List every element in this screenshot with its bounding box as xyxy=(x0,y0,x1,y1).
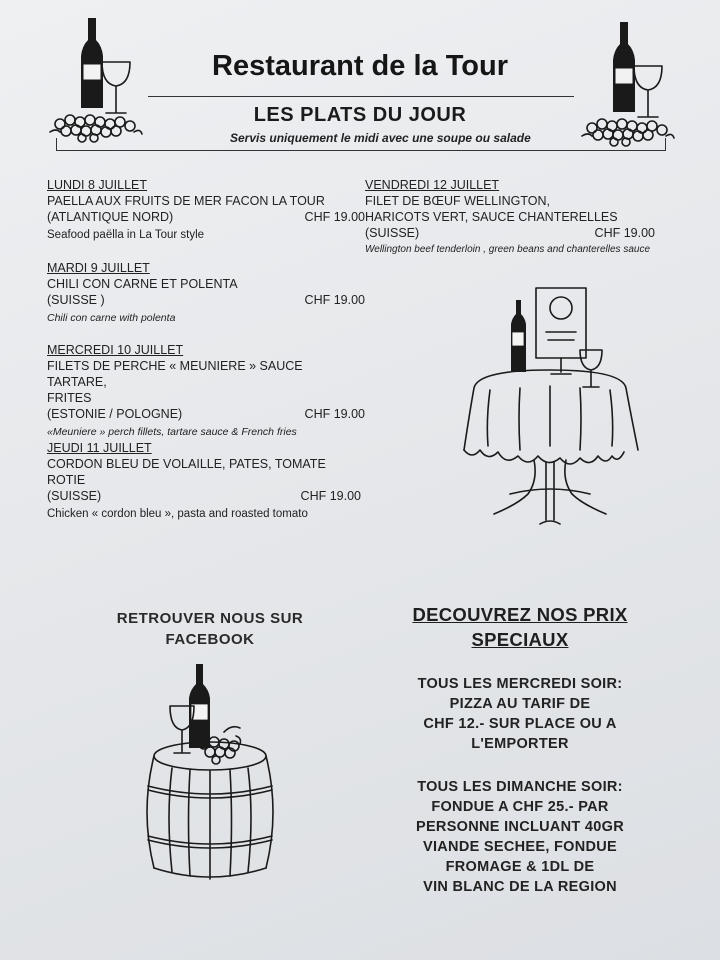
dish-name: PAELLA AUX FRUITS DE MER FACON LA TOUR xyxy=(47,194,325,208)
dish-price: CHF 19.00 xyxy=(594,226,655,240)
offer-line: PERSONNE INCLUANT 40GR xyxy=(415,819,624,835)
origin-price-row xyxy=(47,292,365,308)
day-entry-wednesday xyxy=(47,342,365,440)
dish-translation: Wellington beef tenderloin , green beans and chanterelles sauce xyxy=(365,244,651,255)
dish-translation: Chili con carne with polenta xyxy=(47,312,176,324)
facebook-line: RETROUVER NOUS SUR xyxy=(116,610,304,627)
day-entry-tuesday xyxy=(47,260,365,326)
specials-heading xyxy=(370,602,670,652)
offer-line: CHF 12.- SUR PLACE OU A xyxy=(423,716,617,732)
dish-origin: (SUISSE) xyxy=(365,226,420,240)
dish-name-continued: FRITES xyxy=(47,391,92,405)
bistro-table-icon xyxy=(450,280,650,542)
specials-heading-line: SPECIAUX xyxy=(471,629,569,650)
dish-origin: (ESTONIE / POLOGNE) xyxy=(47,407,183,421)
day-date: MERCREDI 10 JUILLET xyxy=(47,343,184,357)
offer-line: FROMAGE & 1DL DE xyxy=(445,859,595,875)
special-offer-wednesday xyxy=(370,674,670,754)
menu-subtitle: LES PLATS DU JOUR xyxy=(253,104,467,126)
dish-translation: Chicken « cordon bleu », pasta and roasted tomato xyxy=(47,508,308,520)
header-frame xyxy=(56,138,666,151)
origin-price-row xyxy=(47,488,365,504)
dish-name-continued: HARICOTS VERT, SAUCE CHANTERELLES xyxy=(365,210,618,224)
dish-price: CHF 19.00 xyxy=(304,210,365,224)
offer-line: FONDUE A CHF 25.- PAR xyxy=(431,799,609,815)
special-offer-sunday xyxy=(370,777,670,897)
dish-price: CHF 19.00 xyxy=(304,293,365,307)
offer-line: VIN BLANC DE LA REGION xyxy=(423,879,617,895)
dish-origin: (ATLANTIQUE NORD) xyxy=(47,210,174,224)
menu-tagline: Servis uniquement le midi avec une soupe ou salade xyxy=(230,131,531,145)
dish-origin: (SUISSE ) xyxy=(47,293,105,307)
offer-line: VIANDE SECHEE, FONDUE xyxy=(422,839,618,855)
dish-name: CHILI CON CARNE ET POLENTA xyxy=(47,277,238,291)
offer-line: TOUS LES DIMANCHE SOIR: xyxy=(417,779,623,795)
offer-line: L'EMPORTER xyxy=(471,736,569,752)
day-date: MARDI 9 JUILLET xyxy=(47,261,150,275)
day-entry-thursday xyxy=(47,440,365,522)
dish-name: FILET DE BŒUF WELLINGTON, xyxy=(365,194,550,208)
dish-name: CORDON BLEU DE VOLAILLE, PATES, TOMATE ROTIE xyxy=(47,457,326,487)
title-rule xyxy=(148,96,574,97)
wine-bottle-glass-grapes-icon xyxy=(578,18,678,148)
wine-barrel-icon xyxy=(140,660,280,880)
origin-price-row xyxy=(365,225,655,241)
dish-price: CHF 19.00 xyxy=(304,407,365,421)
day-entry-monday xyxy=(47,177,365,243)
offer-line: TOUS LES MERCREDI SOIR: xyxy=(417,676,623,692)
offer-line: PIZZA AU TARIF DE xyxy=(449,696,591,712)
origin-price-row xyxy=(47,209,365,225)
dish-translation: «Meuniere » perch fillets, tartare sauce & French fries xyxy=(47,426,297,438)
day-date: LUNDI 8 JUILLET xyxy=(47,178,148,192)
day-date: VENDREDI 12 JUILLET xyxy=(365,178,500,192)
dish-name: FILETS DE PERCHE « MEUNIERE » SAUCE TARTARE, xyxy=(47,359,303,389)
origin-price-row xyxy=(47,406,365,422)
dish-price: CHF 19.00 xyxy=(300,489,361,503)
facebook-block xyxy=(90,608,330,650)
day-date: JEUDI 11 JUILLET xyxy=(47,441,152,455)
specials-heading-line: DECOUVREZ NOS PRIX xyxy=(412,604,628,625)
dish-translation: Seafood paëlla in La Tour style xyxy=(47,229,205,241)
restaurant-title: Restaurant de la Tour xyxy=(212,50,508,82)
dish-origin: (SUISSE) xyxy=(47,489,102,503)
facebook-line: FACEBOOK xyxy=(165,631,255,648)
day-entry-friday xyxy=(365,177,655,258)
